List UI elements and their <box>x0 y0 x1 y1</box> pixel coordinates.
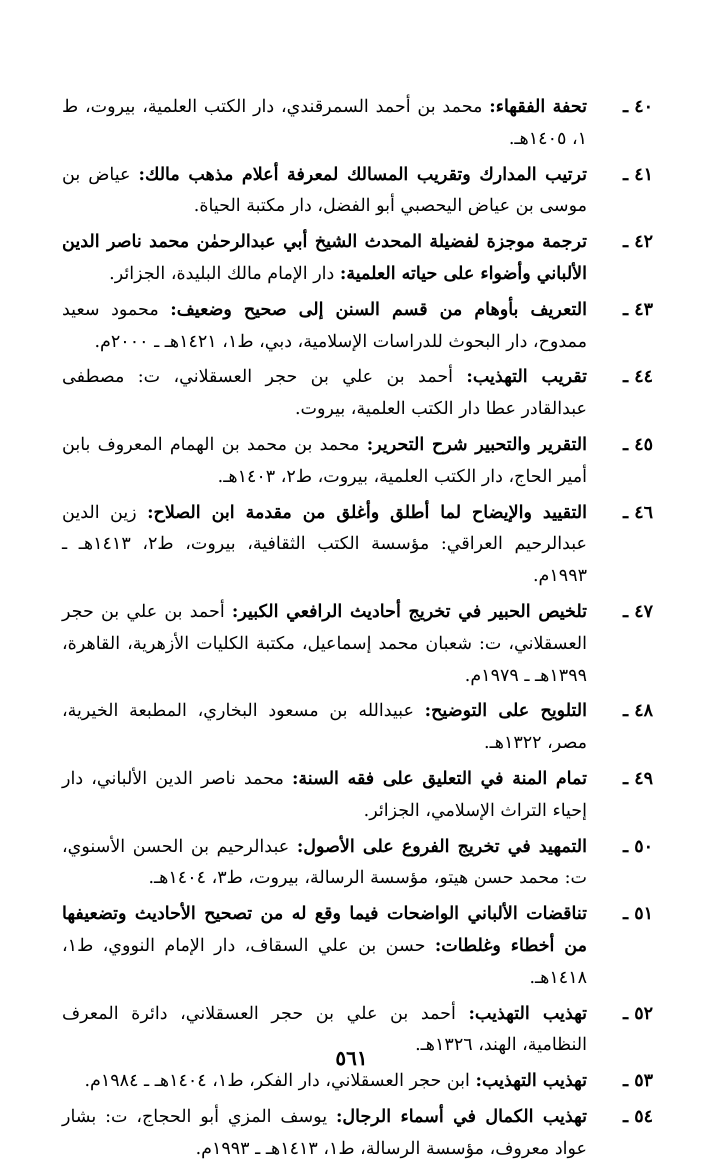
entry-details: حسن بن علي السقاف، دار الإمام النووي، ط١، ١٤١٨هـ. <box>62 935 587 988</box>
reference-entry <box>62 899 653 994</box>
entry-details: محمود سعيد ممدوح، دار البحوث للدراسات الإسلامية، دبي، ط١، ١٤٢١هـ ـ ٢٠٠٠م. <box>62 299 587 352</box>
reference-entry <box>62 1102 653 1166</box>
entry-number: ٤٧ ـ <box>622 601 653 622</box>
entry-number: ٤٥ ـ <box>622 434 653 455</box>
entry-details: عبيدالله بن مسعود البخاري، المطبعة الخيرية، مصر، ١٣٢٢هـ. <box>62 701 587 754</box>
entry-title: التلويح على التوضيح: <box>424 701 587 722</box>
reference-entry <box>62 1066 653 1098</box>
entry-details: أحمد بن علي بن حجر العسقلاني، ت: شعبان محمد إسماعيل، مكتبة الكليات الأزهرية، القاهرة، ١٣٩٩هـ ـ ١٩٧٩م. <box>62 601 587 686</box>
entry-details: زين الدين عبدالرحيم العراقي: مؤسسة الكتب الثقافية، بيروت، ط٢، ١٤١٣هـ ـ ١٩٩٣م. <box>62 502 587 587</box>
reference-entry <box>62 430 653 494</box>
entry-details: أحمد بن علي بن حجر العسقلاني، ت: مصطفى عبدالقادر عطا دار الكتب العلمية، بيروت. <box>62 367 587 420</box>
entry-details: دار الإمام مالك البليدة، الجزائر. <box>109 263 340 284</box>
entry-title: تمام المنة في التعليق على فقه السنة: <box>291 768 588 789</box>
entry-number: ٥٢ ـ <box>622 1003 653 1024</box>
reference-entry <box>62 227 653 291</box>
entry-title: ترجمة موجزة لفضيلة المحدث الشيخ أبي عبدالرحمٰن محمد ناصر الدين الألباني وأضواء على حياته العلمية: <box>62 232 587 284</box>
entry-details: أحمد بن علي بن حجر العسقلاني، دائرة المعرف النظامية، الهند، ١٣٢٦هـ. <box>62 1003 587 1056</box>
entry-title: ترتيب المدارك وتقريب المسالك لمعرفة أعلام مذهب مالك: <box>138 164 587 185</box>
entry-details: عياض بن موسى بن عياض اليحصبي أبو الفضل، دار مكتبة الحياة. <box>62 164 587 217</box>
page-number: ٥٦١ <box>335 1046 368 1070</box>
entry-number: ٥٠ ـ <box>622 836 653 857</box>
reference-entry <box>62 498 653 593</box>
entry-details: محمد ناصر الدين الألباني، دار إحياء التراث الإسلامي، الجزائر. <box>62 768 587 821</box>
entry-number: ٤٠ ـ <box>622 97 653 117</box>
entry-number: ٤٩ ـ <box>622 768 653 789</box>
reference-entry <box>62 832 653 896</box>
entry-title: تناقضات الألباني الواضحات فيما وقع له من تصحيح الأحاديث وتضعيفها من أخطاء وغلطات: <box>62 904 588 956</box>
reference-entry <box>62 295 653 359</box>
entry-details: ابن حجر العسقلاني، دار الفكر، ط١، ١٤٠٤هـ ـ ١٩٨٤م. <box>84 1071 476 1092</box>
entry-title: تقريب التهذيب: <box>466 367 587 388</box>
reference-entry <box>62 92 653 156</box>
reference-entry <box>62 160 653 224</box>
entry-number: ٥٣ ـ <box>622 1071 653 1092</box>
entry-title: تحفة الفقهاء: <box>489 97 587 117</box>
entry-number: ٤١ ـ <box>622 164 653 185</box>
entry-title: التقرير والتحبير شرح التحرير: <box>366 434 587 455</box>
entry-title: التقييد والإيضاح لما أطلق وأغلق من مقدمة ابن الصلاح: <box>147 502 587 523</box>
reference-entry <box>62 696 653 760</box>
entry-details: محمد بن محمد بن الهمام المعروف بابن أمير الحاج، دار الكتب العلمية، بيروت، ط٢، ١٤٠٣هـ. <box>62 434 587 487</box>
entry-details: عبدالرحيم بن الحسن الأسنوي، ت: محمد حسن هيتو، مؤسسة الرسالة، بيروت، ط٣، ١٤٠٤هـ. <box>62 836 587 889</box>
entry-title: التعريف بأوهام من قسم السنن إلى صحيح وضعيف: <box>170 299 587 320</box>
entry-number: ٤٣ ـ <box>622 299 653 320</box>
reference-entry <box>62 362 653 426</box>
entry-details: محمد بن أحمد السمرقندي، دار الكتب العلمية، بيروت، ط ١، ١٤٠٥هـ. <box>62 97 587 149</box>
entry-title: تلخيص الحبير في تخريج أحاديث الرافعي الكبير: <box>231 601 588 622</box>
entry-number: ٤٢ ـ <box>622 232 653 253</box>
reference-entry <box>62 597 653 692</box>
entry-title: تهذيب التهذيب: <box>468 1003 588 1024</box>
entry-title: تهذيب الكمال في أسماء الرجال: <box>335 1106 587 1127</box>
entry-number: ٤٤ ـ <box>622 367 653 388</box>
entry-title: التمهيد في تخريج الفروع على الأصول: <box>296 836 587 857</box>
entry-number: ٥١ ـ <box>622 904 653 925</box>
entry-details: يوسف المزي أبو الحجاج، ت: بشار عواد معروف، مؤسسة الرسالة، ط١، ١٤١٣هـ ـ ١٩٩٣م. <box>62 1106 587 1159</box>
entry-number: ٤٨ ـ <box>622 701 653 722</box>
entry-number: ٤٦ ـ <box>622 502 653 523</box>
reference-entry <box>62 764 653 828</box>
entry-title: تهذيب التهذيب: <box>475 1071 587 1092</box>
entry-number: ٥٤ ـ <box>622 1106 653 1127</box>
references-list <box>62 92 653 1166</box>
